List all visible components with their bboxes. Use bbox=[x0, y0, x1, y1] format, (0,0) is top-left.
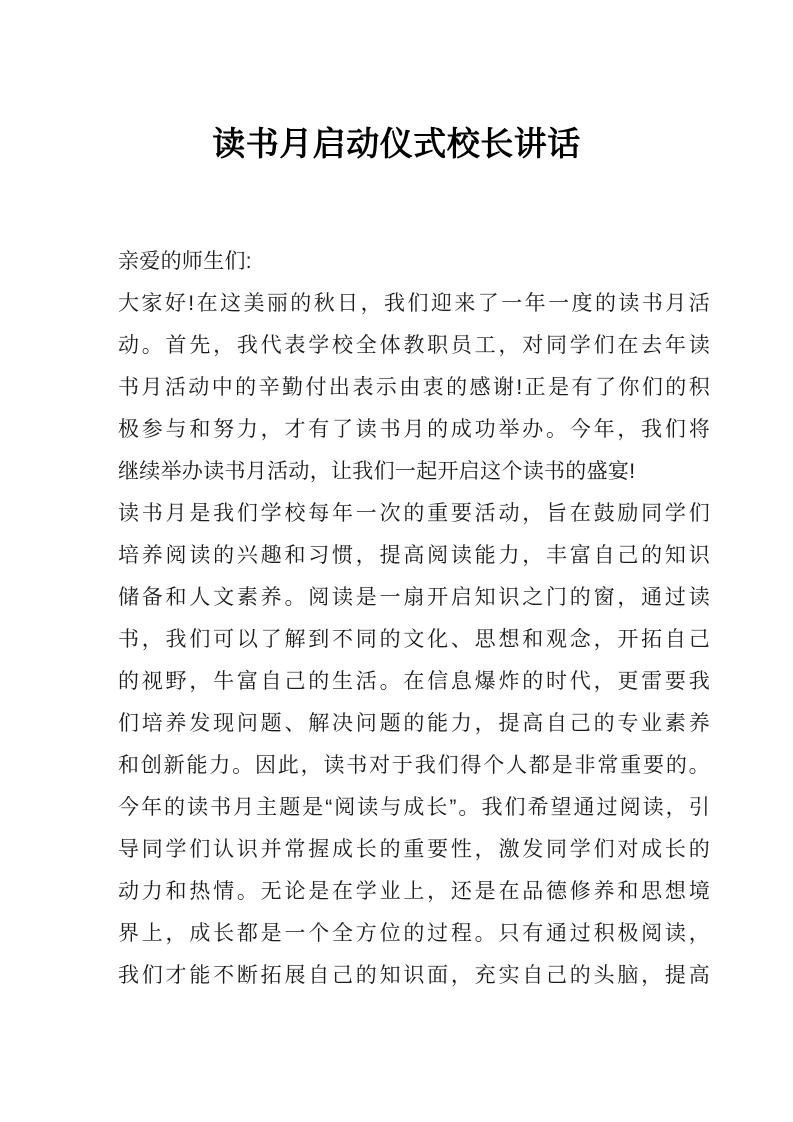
text-line: 们培养发现问题、解决问题的能力，提高自己的专业素养 bbox=[118, 712, 710, 735]
document-title: 读书月启动仪式校长讲话 bbox=[212, 125, 581, 162]
text-line: 动。首先，我代表学校全体教职员工，对同学们在去年读 bbox=[118, 334, 710, 357]
text-line: 今年的读书月主题是“阅读与成长”。我们希望通过阅读，引 bbox=[118, 796, 710, 819]
document-body bbox=[118, 241, 710, 997]
text-line: 我们才能不断拓展自己的知识面，充实自己的头脑，提高 bbox=[118, 964, 710, 987]
text-line: 储备和人文素养。阅读是一扇开启知识之门的窗，通过读 bbox=[118, 586, 710, 609]
text-line: 导同学们认识并常握成长的重要性，激发同学们对成长的 bbox=[118, 838, 710, 861]
text-line: 大家好!在这美丽的秋日，我们迎来了一年一度的读书月活 bbox=[118, 292, 710, 315]
text-line: 读书月是我们学校每年一次的重要活动，旨在鼓励同学们 bbox=[118, 502, 710, 525]
text-line: 培养阅读的兴趣和习惯，提高阅读能力，丰富自己的知识 bbox=[118, 544, 710, 567]
text-line: 的视野，牛富自己的生活。在信息爆炸的时代，更雷要我 bbox=[118, 670, 710, 693]
text-line: 界上，成长都是一个全方位的过程。只有通过积极阅读， bbox=[118, 922, 710, 945]
text-line: 极参与和努力，才有了读书月的成功举办。今年，我们将 bbox=[118, 418, 710, 441]
text-line: 书，我们可以了解到不同的文化、思想和观念，开拓自己 bbox=[118, 628, 710, 651]
text-line: 动力和热情。无论是在学业上，还是在品德修养和思想境 bbox=[118, 880, 710, 903]
text-line: 继续举办读书月活动，让我们一起开启这个读书的盛宴! bbox=[118, 460, 636, 483]
text-line: 书月活动中的辛勤付出表示由衷的感谢!正是有了你们的积 bbox=[118, 376, 710, 399]
salutation-line: 亲爱的师生们: bbox=[118, 250, 252, 273]
text-line: 和创新能力。因此，读书对于我们得个人都是非常重要的。 bbox=[118, 754, 710, 777]
